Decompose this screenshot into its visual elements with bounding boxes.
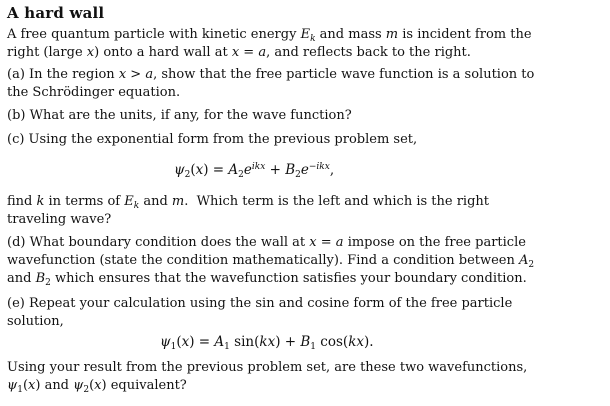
part-c-after-2: traveling wave? xyxy=(7,212,112,227)
equation-psi1: $\psi_1(x) = A_1$ $\sin(kx) + B_1$ cos(kx). xyxy=(160,334,374,352)
part-c-followup xyxy=(7,193,603,229)
intro-paragraph xyxy=(7,26,603,62)
part-a-line-1: (a) In the region x > a, show that the free particle wave function is a solution to xyxy=(7,67,535,82)
part-c-after-1: find k in terms of $E_k$ and m. Which term is the left and which is the right xyxy=(7,194,489,211)
part-c-intro xyxy=(7,131,603,149)
part-d xyxy=(7,234,603,288)
part-e-after-2: $\psi_1(x)$ and $\psi_2(x)$ equivalent? xyxy=(7,378,187,395)
part-e-after-1: Using your result from the previous problem set, are these two wavefunctions, xyxy=(7,360,528,375)
part-e xyxy=(7,295,603,331)
intro-line-1: A free quantum particle with kinetic energy $E_k$ and mass m is incident from the xyxy=(7,27,532,44)
part-c-line-1: (c) Using the exponential form from the previous problem set, xyxy=(7,132,418,147)
part-a-line-2: the Schrödinger equation. xyxy=(7,85,181,100)
part-b xyxy=(7,107,603,125)
part-a xyxy=(7,66,603,102)
part-e-line-2: solution, xyxy=(7,314,64,329)
part-e-followup xyxy=(7,359,603,395)
part-d-line-3: and $B_2$ which ensures that the wavefunction satisfies your boundary condition. xyxy=(7,271,527,288)
part-b-line-1: (b) What are the units, if any, for the wave function? xyxy=(7,108,352,123)
part-d-line-1: (d) What boundary condition does the wall at x = a impose on the free particle xyxy=(7,235,526,250)
part-e-line-1: (e) Repeat your calculation using the sin and cosine form of the free particle xyxy=(7,296,513,311)
part-d-line-2: wavefunction (state the condition mathematically). Find a condition between $A_2$ xyxy=(7,253,535,270)
section-title: A hard wall xyxy=(7,4,105,22)
equation-psi2: $\psi_2(x) = A_2e^{ikx} + B_2e^{-ikx}$, xyxy=(174,162,335,180)
intro-line-2: right (large x) onto a hard wall at x = a, and reflects back to the right. xyxy=(7,45,471,60)
